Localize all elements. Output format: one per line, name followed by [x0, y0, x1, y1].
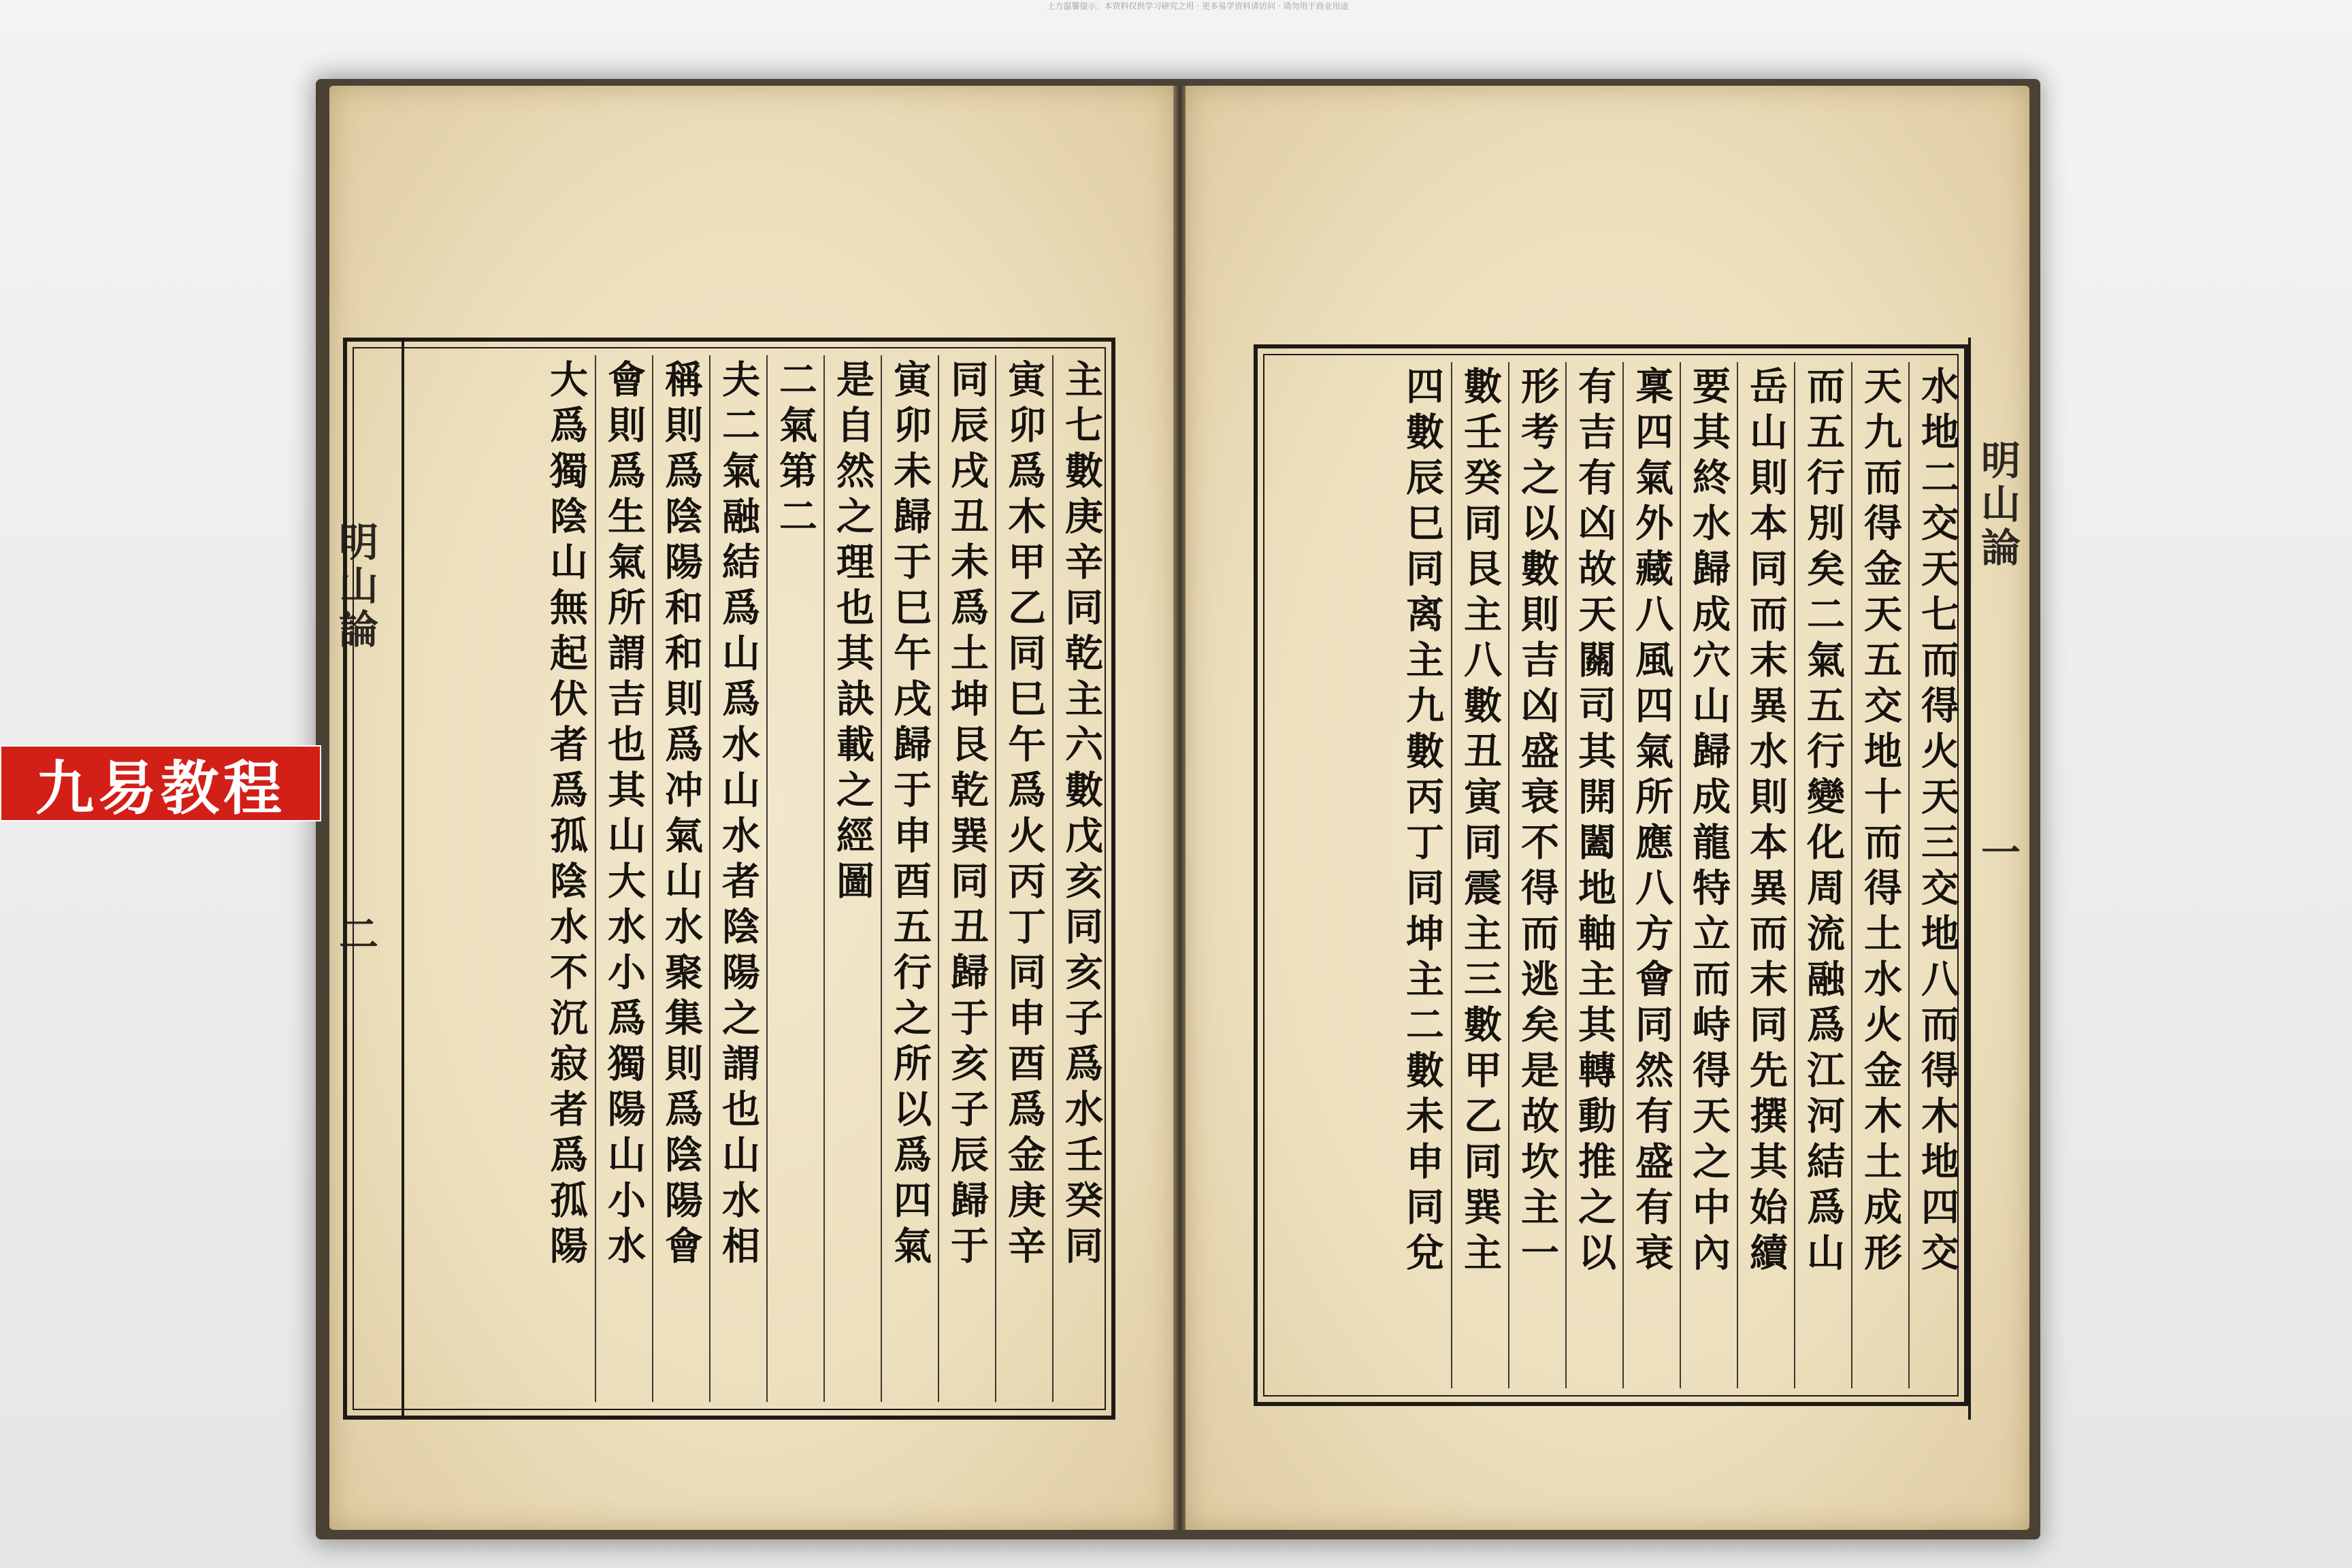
text-column: 同辰戌丑未爲土坤艮乾巽同丑歸于亥子辰歸于 — [938, 355, 995, 1402]
text-column: 是自然之理也其訣載之經圖 — [823, 355, 881, 1402]
text-column: 大爲獨陰山無起伏者爲孤陰水不沉寂者爲孤陽 — [544, 359, 589, 1271]
book-gutter — [1173, 86, 1187, 1530]
left-page — [329, 86, 1175, 1530]
text-column: 形考之以數則吉凶盛衰不得而逃矣是故坎主一 — [1508, 362, 1565, 1388]
text-column: 有吉有凶故天關司其開闔地軸主其轉動推之以 — [1565, 362, 1622, 1388]
left-print-frame — [343, 338, 1115, 1420]
watermark-banner: 九易教程 — [0, 745, 321, 821]
top-caption: 上方温馨提示：本资料仅供学习研究之用 · 更多易学资料请访问 · 请勿用于商业用途 — [1047, 1, 1349, 11]
text-column: 主七數庚辛同乾主六數戊亥同亥子爲水壬癸同 — [1052, 355, 1109, 1402]
section-heading: 二氣第二 — [766, 355, 823, 1402]
text-column: 天九而得金天五交地十而得土水火金木土成形 — [1851, 362, 1908, 1388]
text-column: 夫二氣融結爲山爲水山水者陰陽之謂也山水相 — [709, 355, 766, 1402]
text-column: 而五行別矣二氣五行變化周流融爲江河結爲山 — [1794, 362, 1851, 1388]
text-column: 稟四氣外藏八風四氣所應八方會同然有盛有衰 — [1622, 362, 1680, 1388]
text-column: 寅卯爲木甲乙同巳午爲火丙丁同申酉爲金庚辛 — [995, 355, 1052, 1402]
right-print-frame — [1254, 344, 1968, 1406]
text-column: 水地二交天七而得火天三交地八而得木地四交 — [1908, 362, 1965, 1388]
right-text-columns — [1278, 362, 1965, 1388]
text-column: 會則爲生氣所謂吉也其山大水小爲獨陽山小水 — [595, 355, 652, 1402]
right-fold-label: 明山論 一 — [1974, 440, 2021, 875]
text-column: 四數辰巳同离主九數丙丁同坤主二數未申同兌 — [1400, 366, 1445, 1278]
text-column: 岳山則本同而末異水則本異而末同先撰其始續 — [1737, 362, 1794, 1388]
text-column: 稱則爲陰陽和和則爲冲氣山水聚集則爲陰陽會 — [652, 355, 709, 1402]
text-column: 寅卯未歸于巳午戌歸于申酉五行之所以爲四氣 — [881, 355, 938, 1402]
text-column: 要其終水歸成穴山歸成龍特立而峙得天之中內 — [1680, 362, 1737, 1388]
open-book — [316, 79, 2040, 1539]
left-fold-label: 明山論 二 — [332, 521, 378, 957]
left-text-columns — [531, 355, 1109, 1402]
right-page — [1186, 86, 2029, 1530]
text-column: 數壬癸同艮主八數丑寅同震主三數甲乙同巽主 — [1451, 362, 1508, 1388]
